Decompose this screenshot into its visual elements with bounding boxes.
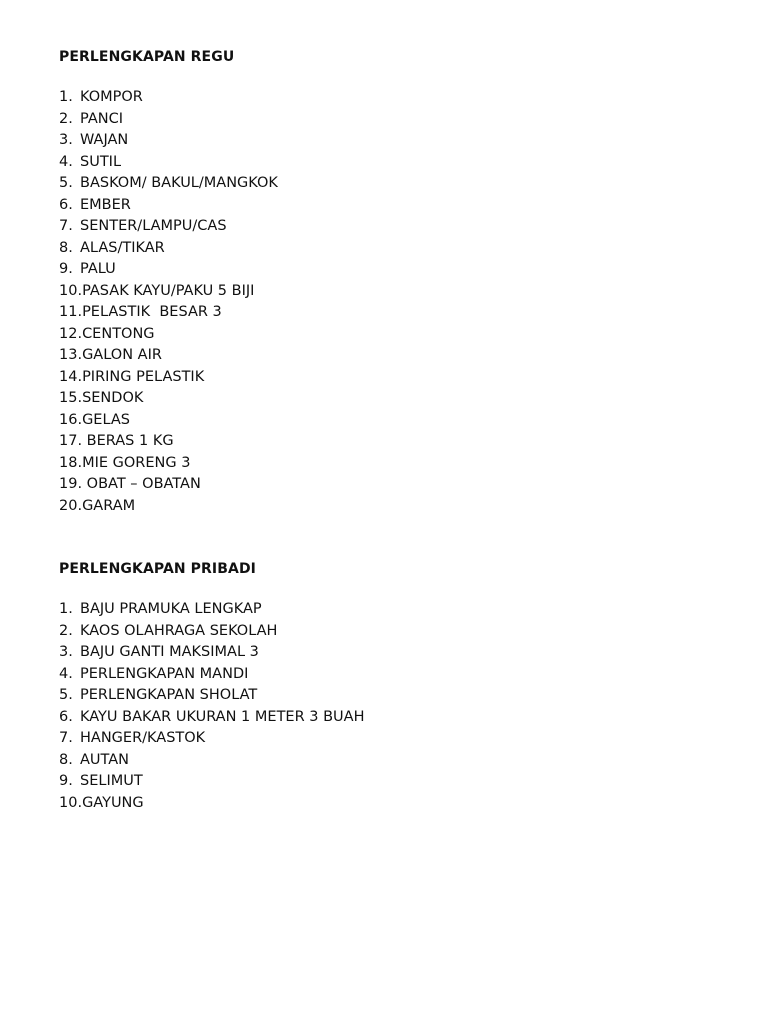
list-item [59, 109, 719, 131]
list-item [59, 345, 719, 367]
list-item [59, 771, 719, 793]
list-item-text: BAJU GANTI MAKSIMAL 3 [80, 644, 259, 660]
section-heading: PERLENGKAPAN REGU [59, 49, 235, 65]
list-item [59, 259, 719, 281]
list-item-number: 4. [59, 665, 73, 682]
list-item-number: 20. [59, 497, 83, 514]
list-item-number: 4. [59, 153, 73, 170]
list-item [59, 474, 719, 496]
list-item-number: 8. [59, 239, 73, 256]
list-item-number: 10. [59, 794, 83, 811]
equipment-list [59, 87, 719, 517]
list-item [59, 685, 719, 707]
list-item [59, 664, 719, 686]
list-item-number: 8. [59, 751, 73, 768]
list-item-number: 19. [59, 476, 83, 492]
list-item-number: 6. [59, 196, 73, 213]
list-item-text: EMBER [80, 196, 131, 213]
list-item [59, 750, 719, 772]
list-item [59, 388, 719, 410]
list-item-text: CENTONG [82, 325, 155, 342]
list-item-text: SUTIL [80, 153, 122, 170]
list-item-number: 7. [59, 218, 73, 234]
list-item-text: PALU [80, 261, 116, 277]
list-item-text: SELIMUT [80, 773, 143, 789]
list-item-text: HANGER/KASTOK [80, 730, 206, 746]
list-item-text: WAJAN [80, 132, 129, 148]
list-item-text: BERAS 1 KG [82, 433, 174, 449]
list-item-text: GELAS [82, 411, 130, 428]
list-item-number: 13. [59, 347, 83, 363]
list-item-number: 9. [59, 773, 73, 789]
list-item-text: ALAS/TIKAR [80, 239, 165, 256]
list-item-text: MIE GORENG 3 [82, 454, 191, 471]
list-item-text: KAOS OLAHRAGA SEKOLAH [80, 622, 278, 639]
list-item-text: BASKOM/ BAKUL/MANGKOK [80, 175, 278, 191]
list-item-number: 5. [59, 175, 73, 191]
list-item [59, 410, 719, 432]
list-item [59, 496, 719, 518]
list-item-number: 3. [59, 644, 73, 660]
section-heading: PERLENGKAPAN PRIBADI [59, 561, 256, 577]
list-item [59, 302, 719, 324]
list-item-text: AUTAN [80, 751, 130, 768]
list-item-text: PELASTIK BESAR 3 [82, 304, 222, 320]
list-item [59, 238, 719, 260]
list-item-text: BAJU PRAMUKA LENGKAP [80, 601, 262, 617]
list-item [59, 195, 719, 217]
list-item [59, 281, 719, 303]
list-item [59, 431, 719, 453]
list-item-text: PANCI [80, 110, 123, 127]
list-item [59, 87, 719, 109]
list-item-number: 9. [59, 261, 73, 277]
list-item-text: KAYU BAKAR UKURAN 1 METER 3 BUAH [80, 708, 365, 725]
list-item-number: 17. [59, 433, 83, 449]
list-item-number: 15. [59, 390, 83, 406]
list-item-number: 7. [59, 730, 73, 746]
list-item [59, 621, 719, 643]
list-item-number: 16. [59, 411, 83, 428]
list-item [59, 728, 719, 750]
list-item [59, 793, 719, 815]
list-item-number: 2. [59, 622, 73, 639]
list-item-text: SENDOK [82, 390, 144, 406]
list-item [59, 130, 719, 152]
list-item [59, 216, 719, 238]
equipment-list [59, 599, 719, 814]
list-item-number: 1. [59, 601, 73, 617]
list-item-number: 3. [59, 132, 73, 148]
list-item-number: 14. [59, 368, 83, 385]
list-item-text: GAYUNG [82, 794, 144, 811]
list-item [59, 642, 719, 664]
list-item-number: 18. [59, 454, 83, 471]
list-item-number: 10. [59, 282, 83, 299]
list-item-text: PASAK KAYU/PAKU 5 BIJI [82, 282, 255, 299]
list-item-text: GARAM [82, 497, 136, 514]
list-item-number: 2. [59, 110, 73, 127]
list-item-text: KOMPOR [80, 89, 143, 105]
list-item-text: GALON AIR [82, 347, 162, 363]
list-item [59, 324, 719, 346]
list-item-text: PERLENGKAPAN SHOLAT [80, 687, 258, 703]
list-item-number: 5. [59, 687, 73, 703]
list-item [59, 599, 719, 621]
list-item [59, 453, 719, 475]
list-item-number: 11. [59, 304, 83, 320]
list-item [59, 173, 719, 195]
list-item-text: OBAT – OBATAN [82, 476, 201, 492]
list-item-number: 6. [59, 708, 73, 725]
list-item-text: SENTER/LAMPU/CAS [80, 218, 227, 234]
list-item-text: PIRING PELASTIK [82, 368, 205, 385]
list-item [59, 707, 719, 729]
section-perlengkapan-regu [59, 48, 719, 517]
list-item [59, 152, 719, 174]
section-perlengkapan-pribadi [59, 560, 719, 814]
list-item-number: 12. [59, 325, 83, 342]
list-item [59, 367, 719, 389]
list-item-number: 1. [59, 89, 73, 105]
list-item-text: PERLENGKAPAN MANDI [80, 665, 249, 682]
